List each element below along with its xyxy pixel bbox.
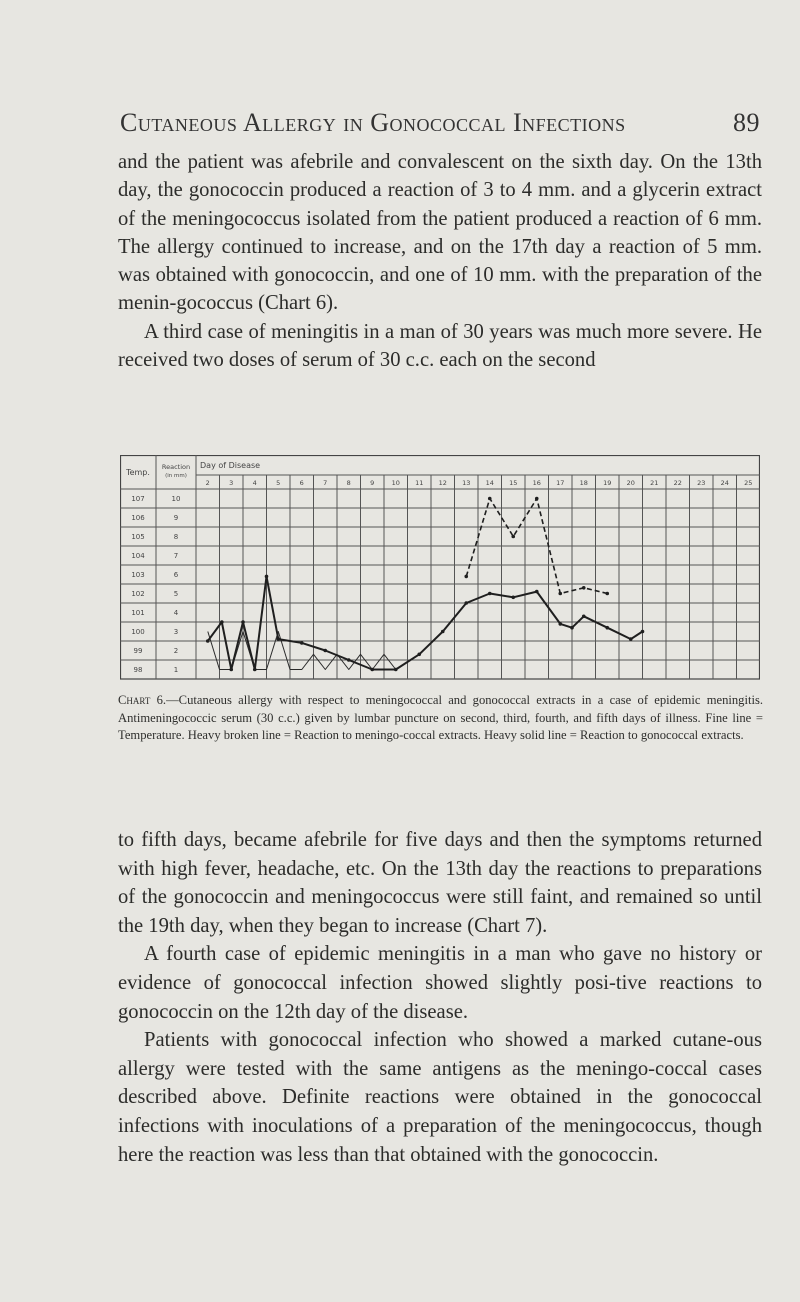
day-tick-label: 22 — [673, 479, 682, 487]
day-tick-label: 18 — [579, 479, 588, 487]
day-tick-label: 4 — [252, 479, 257, 487]
series-point-heavy-solid — [253, 668, 257, 672]
day-tick-label: 25 — [744, 479, 753, 487]
header-reaction-label: Reaction — [161, 463, 191, 471]
reaction-tick-label: 2 — [173, 647, 179, 655]
series-point-heavy-solid — [300, 641, 304, 645]
chart-6 — [120, 455, 760, 680]
series-point-heavy-solid — [570, 626, 574, 630]
running-head-title: Cutaneous Allergy in Gonococcal Infections — [120, 108, 626, 137]
series-point-heavy-solid — [464, 601, 468, 605]
reaction-tick-label: 4 — [173, 609, 179, 617]
series-point-heavy-broken — [582, 586, 586, 590]
caption-text: —Cutaneous allergy with respect to meningococcal and gonococcal extracts in a case of epidemic meningitis. Antimeningococcic serum (30 c.c.) given by lumbar puncture on second, third, fourth, and fifth days of illness. Fine line = Temperature. Heavy broken line = Reaction to meningo-coccal extracts. Heavy solid line = Reaction to gonococcal extracts. — [118, 693, 764, 742]
series-point-heavy-solid — [229, 668, 233, 672]
body-text-bottom — [118, 826, 762, 1169]
series-point-heavy-solid — [582, 615, 586, 619]
reaction-tick-label: 6 — [173, 571, 179, 579]
series-point-heavy-solid — [488, 592, 492, 596]
day-tick-label: 11 — [415, 479, 424, 487]
day-tick-label: 14 — [485, 479, 494, 487]
reaction-tick-label: 9 — [173, 514, 179, 522]
series-point-heavy-solid — [605, 626, 609, 630]
series-point-heavy-broken — [535, 497, 539, 501]
series-point-heavy-solid — [394, 668, 398, 672]
series-point-heavy-solid — [535, 590, 539, 594]
series-line-heavy-solid — [208, 576, 643, 669]
page-number: 89 — [733, 108, 760, 137]
day-tick-label: 12 — [438, 479, 447, 487]
series-point-heavy-solid — [323, 649, 327, 653]
paragraph: and the patient was afebrile and convalescent on the sixth day. On the 13th day, the gonococcin produced a reaction of 3 to 4 mm. and a glycerin extract of the meningococcus isolated from the patient produced a reaction of 6 mm. The allergy continued to increase, and on the 17th day a reaction of 5 mm. was obtained with gonococcin, and one of 10 mm. with the preparation of the menin-gococcus (Chart 6). — [118, 151, 762, 315]
temperature-tick-label: 104 — [131, 552, 145, 560]
series-point-heavy-broken — [558, 592, 562, 596]
series-point-heavy-solid — [241, 620, 245, 624]
temperature-tick-label: 99 — [133, 647, 143, 655]
day-tick-label: 23 — [697, 479, 706, 487]
day-tick-label: 8 — [346, 479, 351, 487]
series-point-heavy-solid — [629, 637, 633, 641]
reaction-tick-label: 7 — [173, 552, 179, 560]
reaction-tick-label: 3 — [173, 628, 179, 636]
series-point-heavy-solid — [417, 653, 421, 657]
temperature-tick-label: 107 — [131, 495, 145, 503]
day-tick-label: 13 — [462, 479, 471, 487]
day-tick-label: 7 — [323, 479, 328, 487]
caption-label: Chart 6. — [118, 693, 167, 707]
day-tick-label: 21 — [650, 479, 659, 487]
day-tick-label: 5 — [276, 479, 281, 487]
temperature-tick-label: 101 — [131, 609, 145, 617]
header-reaction-unit: (in mm) — [165, 473, 187, 479]
series-point-heavy-broken — [605, 592, 609, 596]
paragraph: Patients with gonococcal infection who showed a marked cutane-ous allergy were tested with the same antigens as the meningo-coccal cases described above. Definite reactions were obtained in the gonococcal infections with inoculations of a preparation of the meningococcus, though here the reaction was less than that obtained with the gonococcin. — [118, 1029, 762, 1166]
day-tick-label: 9 — [370, 479, 375, 487]
paragraph: A fourth case of epidemic meningitis in a man who gave no history or evidence of gonococcal infection showed slightly posi-tive reactions to gonococcin on the 12th day of the disease. — [118, 943, 762, 1023]
temperature-tick-label: 100 — [131, 628, 145, 636]
reaction-tick-label: 5 — [173, 590, 179, 598]
header-temp-label: Temp. — [126, 468, 150, 477]
chart-svg — [120, 455, 760, 680]
body-text-top — [118, 148, 762, 374]
temperature-tick-label: 105 — [131, 533, 145, 541]
chart-caption — [118, 692, 763, 745]
series-point-heavy-solid — [265, 575, 269, 579]
paragraph: A third case of meningitis in a man of 30 years was much more severe. He received two doses of serum of 30 c.c. each on the second — [118, 320, 762, 372]
series-point-heavy-solid — [220, 620, 224, 624]
day-tick-label: 16 — [532, 479, 541, 487]
reaction-tick-label: 8 — [173, 533, 179, 541]
day-tick-label: 6 — [299, 479, 304, 487]
temperature-tick-label: 102 — [131, 590, 145, 598]
series-point-heavy-solid — [511, 596, 515, 600]
series-point-heavy-solid — [370, 668, 374, 672]
day-tick-label: 20 — [626, 479, 635, 487]
day-tick-label: 24 — [720, 479, 729, 487]
series-point-heavy-solid — [558, 622, 562, 626]
day-tick-label: 19 — [603, 479, 612, 487]
day-tick-label: 15 — [509, 479, 518, 487]
day-tick-label: 17 — [556, 479, 565, 487]
series-point-heavy-solid — [347, 658, 351, 662]
day-tick-label: 10 — [391, 479, 400, 487]
series-point-heavy-solid — [276, 637, 280, 641]
header-day-label: Day of Disease — [200, 461, 261, 470]
reaction-tick-label: 10 — [171, 495, 181, 503]
series-point-heavy-broken — [511, 535, 515, 539]
paragraph: to fifth days, became afebrile for five days and then the symptoms returned with high fever, headache, etc. On the 13th day the reactions to preparations of the gonococcin and meningococcus were still faint, and remained so until the 19th day, when they began to increase (Chart 7). — [118, 829, 762, 937]
series-point-heavy-solid — [641, 630, 645, 634]
temperature-tick-label: 98 — [133, 666, 143, 674]
day-tick-label: 2 — [205, 479, 210, 487]
series-point-heavy-solid — [441, 630, 445, 634]
day-tick-label: 3 — [229, 479, 234, 487]
chart-grid — [120, 455, 760, 679]
series-point-heavy-broken — [464, 575, 468, 579]
reaction-tick-label: 1 — [173, 666, 179, 674]
series-point-heavy-broken — [488, 497, 492, 501]
temperature-tick-label: 103 — [131, 571, 145, 579]
series-point-heavy-solid — [206, 639, 210, 643]
temperature-tick-label: 106 — [131, 514, 145, 522]
